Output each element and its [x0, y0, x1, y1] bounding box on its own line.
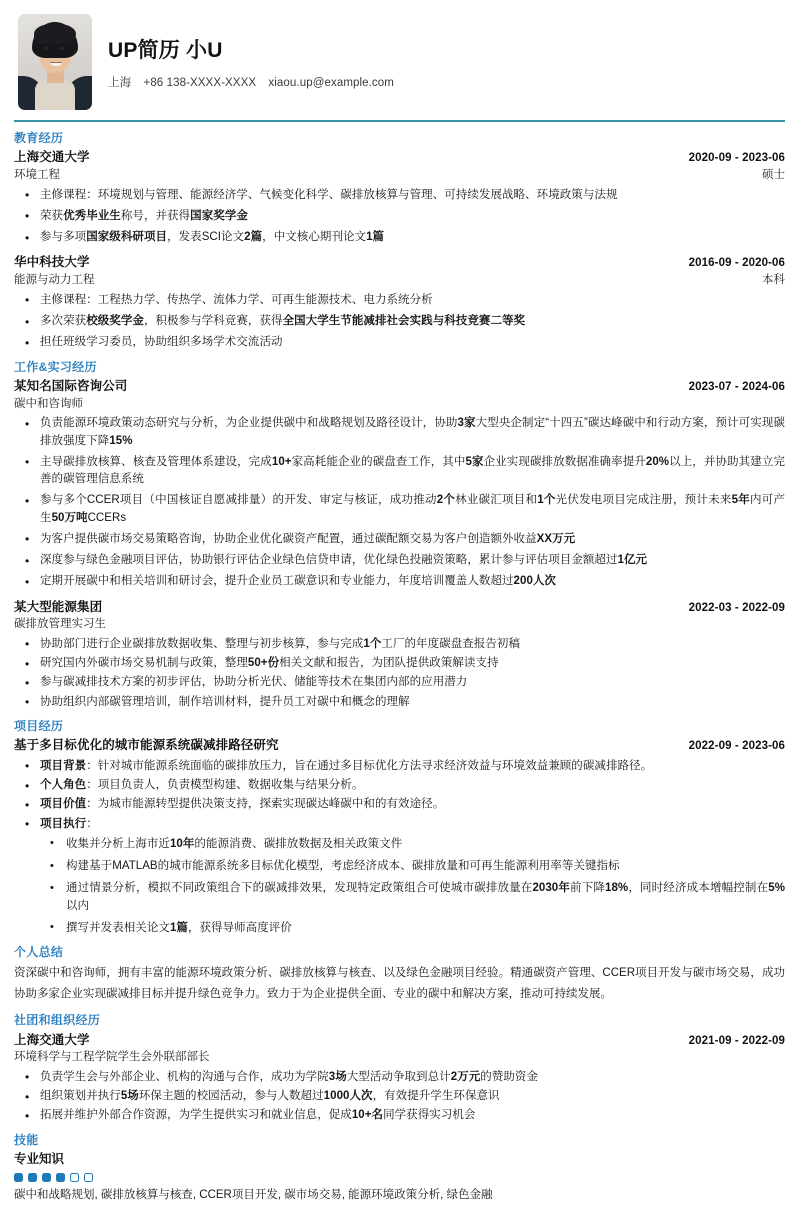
work-entry [14, 377, 785, 591]
list-item: • 通过情景分析，模拟不同政策组合下的碳减排效果，发现特定政策组合可使城市碳排放量在2030年前下降18%，同时经济成本增幅控制在5%以内 [40, 880, 785, 915]
skill-group-name: 专业知识 [14, 1152, 65, 1167]
project-entry [14, 736, 785, 937]
section-title-work: 工作&实习经历 [14, 359, 97, 374]
list-item: • 协助组织内部碳管理培训，制作培训材料，提升员工对碳中和概念的理解 [14, 694, 785, 711]
club-role: 环境科学与工程学院学生会外联部部长 [14, 1051, 210, 1064]
skill-group [14, 1150, 785, 1204]
section-title-club: 社团和组织经历 [14, 1013, 101, 1028]
education-entry [14, 148, 785, 246]
section-club-experience [14, 1012, 785, 1124]
list-item: • 构建基于MATLAB的城市能源系统多目标优化模型，考虑经济成本、碳排放量和可再生能源利用率等关键指标 [40, 858, 785, 875]
rating-dot-empty [84, 1173, 93, 1182]
club-bullets [14, 1069, 785, 1125]
education-date: 2020-09 - 2023-06 [688, 152, 785, 165]
education-major: 环境工程 [14, 169, 60, 182]
work-bullets [14, 636, 785, 711]
section-title-summary: 个人总结 [14, 945, 64, 960]
work-title: 碳中和咨询师 [14, 397, 83, 410]
rating-dot-filled [28, 1173, 37, 1182]
summary-text: 资深碳中和咨询师，拥有丰富的能源环境政策分析、碳排放核算与核查、以及绿色金融项目经验。精通碳资产管理、CCER项目开发与碳市场交易，成功协助多家企业实现碳减排目标并提升绿色竞争力。致力于为企业提供全面、专业的碳中和解决方案，推动可持续发展。 [14, 966, 785, 1000]
section-title-project: 项目经历 [14, 718, 64, 733]
candidate-name: UP简历 小U [108, 38, 223, 62]
education-entry [14, 253, 785, 351]
list-item: • 参与碳减排技术方案的初步评估，协助分析光伏、储能等技术在集团内部的应用潜力 [14, 674, 785, 691]
list-item: • 定期开展碳中和相关培训和研讨会，提升企业员工碳意识和专业能力，年度培训覆盖人数超过200人次 [14, 573, 785, 590]
list-item: • 多次荣获校级奖学金，积极参与学科竞赛，获得全国大学生节能减排社会实践与科技竞赛二等奖 [14, 313, 785, 330]
section-work-experience [14, 359, 785, 711]
education-org: 华中科技大学 [14, 255, 90, 270]
identity-block [108, 32, 394, 92]
project-date: 2022-09 - 2023-06 [688, 740, 785, 753]
education-degree: 本科 [762, 274, 785, 287]
skill-rating [14, 1173, 785, 1182]
section-project-experience [14, 718, 785, 937]
education-major: 能源与动力工程 [14, 274, 95, 287]
list-item: • 负责能源环境政策动态研究与分析，为企业提供碳中和战略规划及路径设计，协助3家大型央企制定“十四五”碳达峰碳中和行动方案，预计可实现碳排放强度下降15% [14, 415, 785, 450]
project-bullets [14, 758, 785, 937]
work-date: 2023-07 - 2024-06 [688, 380, 785, 393]
list-item: • 荣获优秀毕业生称号，并获得国家奖学金 [14, 208, 785, 225]
education-date: 2016-09 - 2020-06 [688, 257, 785, 270]
work-bullets [14, 415, 785, 590]
work-title: 碳排放管理实习生 [14, 618, 106, 631]
contact-location: 上海 [108, 77, 132, 90]
contact-email: xiaou.up@example.com [268, 77, 394, 90]
work-date: 2022-03 - 2022-09 [688, 601, 785, 614]
rating-dot-filled [42, 1173, 51, 1182]
list-item: • 参与多项国家级科研项目，发表SCI论文2篇，中文核心期刊论文1篇 [14, 229, 785, 246]
list-item: • 担任班级学习委员，协助组织多场学术交流活动 [14, 334, 785, 351]
section-education [14, 130, 785, 352]
project-name: 基于多目标优化的城市能源系统碳减排路径研究 [14, 738, 279, 753]
list-item: • 项目价值：为城市能源转型提供决策支持，探索实现碳达峰碳中和的有效途径。 [14, 796, 785, 813]
education-bullets [14, 292, 785, 352]
list-item: • 项目背景：针对城市能源系统面临的碳排放压力，旨在通过多目标优化方法寻求经济效益与环境效益兼顾的碳减排路径。 [14, 758, 785, 775]
section-personal-summary [14, 944, 785, 1005]
work-company: 某知名国际咨询公司 [14, 378, 128, 393]
profile-photo [18, 14, 92, 110]
list-item: • 协助部门进行企业碳排放数据收集、整理与初步核算，参与完成1个工厂的年度碳盘查报告初稿 [14, 636, 785, 653]
education-degree: 硕士 [762, 169, 785, 182]
list-item: • 主修课程：环境规划与管理、能源经济学、气候变化科学、碳排放核算与管理、可持续发展战略、环境政策与法规 [14, 187, 785, 204]
club-entry [14, 1031, 785, 1125]
work-entry [14, 598, 785, 711]
list-item: • 为客户提供碳市场交易策略咨询，协助企业优化碳资产配置，通过碳配额交易为客户创造额外收益XX万元 [14, 531, 785, 548]
list-item: • 研究国内外碳市场交易机制与政策，整理50+份相关文献和报告，为团队提供政策解读支持 [14, 655, 785, 672]
list-item: • 组织策划并执行5场环保主题的校园活动，参与人数超过1000人次，有效提升学生环保意识 [14, 1088, 785, 1105]
education-bullets [14, 187, 785, 247]
list-item: • 主修课程：工程热力学、传热学、流体力学、可再生能源技术、电力系统分析 [14, 292, 785, 309]
list-item: • 深度参与绿色金融项目评估，协助银行评估企业绿色信贷申请，优化绿色投融资策略，累计参与评估项目金额超过1亿元 [14, 552, 785, 569]
header-divider [14, 120, 785, 122]
rating-dot-filled [14, 1173, 23, 1182]
list-item: • 项目执行： • 收集并分析上海市近10年的能源消费、碳排放数据及相关政策文件 • 构建基于MATLAB的城市能源系统多目标优化模型，考虑经济成本、碳排放量和可再生能源利用率等关键指标 • 通过情景分析，模拟不同政策组合下的碳减排效果，发现特定政策组合可使城市碳排放量在2030年前下降18%，同时经济成本增幅控制在5%以内 • 撰写并发表相关论文1篇，获得导师高度评价 [14, 816, 785, 938]
contact-phone: +86 138-XXXX-XXXX [143, 77, 257, 90]
section-skills [14, 1132, 785, 1204]
list-item: • 收集并分析上海市近10年的能源消费、碳排放数据及相关政策文件 [40, 836, 785, 853]
list-item: • 撰写并发表相关论文1篇，获得导师高度评价 [40, 920, 785, 937]
skill-items: 碳中和战略规划, 碳排放核算与核查, CCER项目开发, 碳市场交易, 能源环境政策分析, 绿色金融 [14, 1189, 493, 1202]
rating-dot-filled [56, 1173, 65, 1182]
section-title-skills: 技能 [14, 1132, 39, 1147]
section-title-education: 教育经历 [14, 131, 64, 145]
list-item: • 参与多个CCER项目（中国核证自愿减排量）的开发、审定与核证，成功推动2个林业碳汇项目和1个光伏发电项目完成注册，预计未来5年内可产生50万吨CCERs [14, 492, 785, 527]
list-item: • 主导碳排放核算、核查及管理体系建设，完成10+家高耗能企业的碳盘查工作，其中5家企业实现碳排放数据准确率提升20%以上，并协助其建立完善的碳管理信息系统 [14, 454, 785, 489]
work-company: 某大型能源集团 [14, 599, 103, 614]
contact-line [108, 75, 394, 92]
club-org: 上海交通大学 [14, 1032, 90, 1047]
list-item: • 拓展并维护外部合作资源，为学生提供实习和就业信息，促成10+名同学获得实习机会 [14, 1107, 785, 1124]
club-date: 2021-09 - 2022-09 [688, 1034, 785, 1047]
project-sub-bullets [40, 836, 785, 937]
list-item: • 负责学生会与外部企业、机构的沟通与合作，成功为学院3场大型活动争取到总计2万元的赞助资金 [14, 1069, 785, 1086]
list-item: • 个人角色：项目负责人，负责模型构建、数据收集与结果分析。 [14, 777, 785, 794]
resume-header [14, 10, 785, 120]
education-org: 上海交通大学 [14, 150, 90, 165]
rating-dot-empty [70, 1173, 79, 1182]
